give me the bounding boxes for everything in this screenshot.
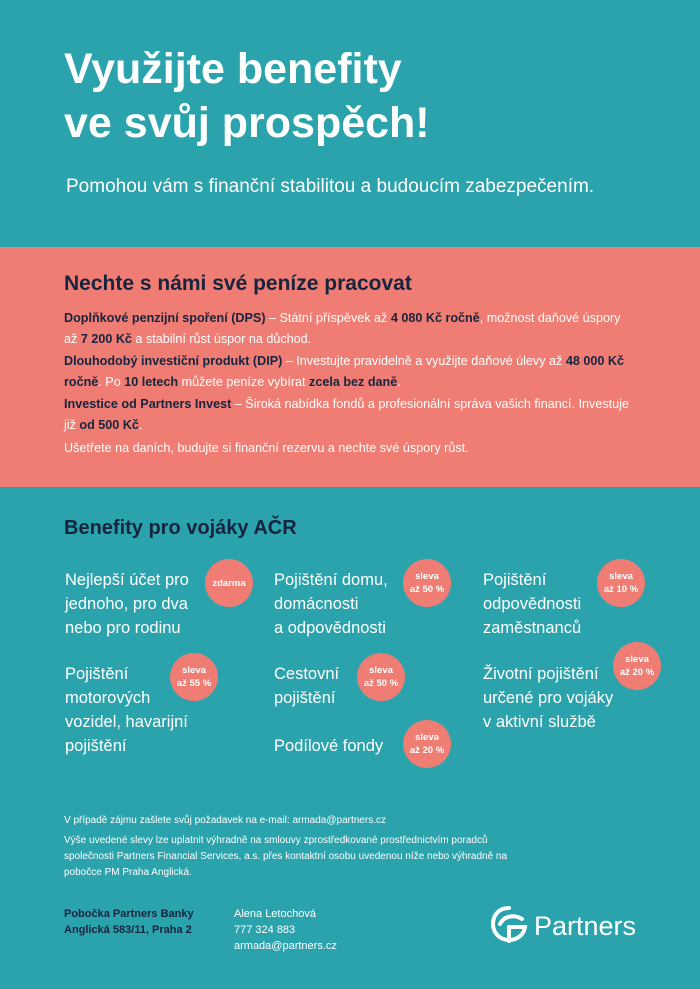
benefit-text-line: nebo pro rodinu — [65, 619, 181, 637]
contact-name: Alena Letochová — [234, 908, 316, 920]
branch-address: Anglická 583/11, Praha 2 — [64, 924, 192, 936]
benefit-text-line: motorových — [65, 689, 151, 707]
badge-value: až 55 % — [176, 678, 212, 689]
pi-bold-1: od 500 Kč — [79, 418, 139, 432]
branch-info — [64, 906, 194, 938]
invest-closing: Ušetřete na daních, budujte si finanční rezervu a nechte své úspory růst. — [64, 441, 469, 455]
benefit-text-line: jednoho, pro dva — [65, 595, 188, 613]
contact-email[interactable]: armada@partners.cz — [234, 940, 337, 952]
pi-paragraph — [64, 394, 634, 436]
dip-bold-2: 10 letech — [124, 375, 179, 389]
benefit-text-line: Nejlepší účet pro — [65, 571, 189, 589]
dps-paragraph — [64, 308, 634, 350]
benefit-text-line: Podílové fondy — [274, 737, 384, 755]
badge-label: sleva — [625, 654, 649, 665]
benefit-account — [65, 568, 189, 640]
badge-value: až 20 % — [409, 745, 445, 756]
dip-text-2: . Po — [98, 375, 125, 389]
dip-bold-3: zcela bez daně — [309, 375, 398, 389]
pi-text-2: . — [138, 418, 143, 432]
badge-label: sleva — [369, 665, 393, 676]
benefit-text-line: v aktivní službě — [483, 713, 596, 731]
pi-text-1: – Široká nabídka fondů a profesionální správa vašich financí. Investuje již — [64, 397, 629, 432]
badge-discount-liability — [597, 559, 645, 607]
benefit-text-line: Cestovní — [274, 665, 340, 683]
invest-heading: Nechte s námi své peníze pracovat — [64, 272, 412, 295]
dps-text-1: – Státní příspěvek až — [265, 311, 391, 325]
benefit-text-line: vozidel, havarijní — [65, 713, 188, 731]
page-subtitle: Pomohou vám s finanční stabilitou a budoucím zabezpečením. — [66, 176, 595, 197]
benefit-employee-liability — [483, 568, 581, 640]
dps-text-2: , možnost daňové úspory až — [64, 311, 621, 346]
logo-text: Partners — [534, 911, 637, 941]
dip-label: Dlouhodobý investiční produkt (DIP) — [64, 354, 283, 368]
benefit-text-line: Životní pojištění — [483, 665, 599, 683]
benefit-text-line: odpovědnosti — [483, 595, 582, 613]
badge-value: až 10 % — [603, 584, 639, 595]
badge-free — [205, 559, 253, 607]
contact-person — [234, 906, 337, 954]
disclaimer-note: Výše uvedené slevy lze uplatnit výhradně na smlouvy zprostředkované prostřednictvím poradců společnosti Partners Financial Services, a.s. přes kontaktní osobu uvedenou níže nebo výhradně na pobočce PM Praha Anglická. — [64, 835, 508, 878]
badge-discount-home — [403, 559, 451, 607]
benefit-home-insurance — [274, 568, 388, 640]
branch-name: Pobočka Partners Banky — [64, 908, 194, 920]
badge-value: až 50 % — [409, 584, 445, 595]
dip-paragraph — [64, 351, 634, 393]
dps-bold-1: 4 080 Kč ročně — [390, 311, 480, 325]
benefit-life-insurance — [483, 662, 613, 734]
badge-discount-funds — [403, 720, 451, 768]
dps-bold-2: 7 200 Kč — [80, 332, 132, 346]
benefit-text-line: Pojištění domu, — [274, 571, 388, 589]
dip-text-3: můžete peníze vybírat — [178, 375, 310, 389]
invest-section — [0, 247, 700, 487]
benefit-text-line: domácnosti — [274, 595, 359, 613]
dps-text-3: a stabilní růst úspor na důchod. — [131, 332, 312, 346]
hero-section — [0, 0, 700, 247]
badge-value: až 50 % — [363, 678, 399, 689]
title-line-1: Využijte benefity — [64, 45, 402, 93]
title-line-2: ve svůj prospěch! — [64, 99, 430, 147]
benefit-text-line: zaměstnanců — [483, 619, 582, 637]
page-title — [64, 42, 430, 150]
partners-logo — [490, 905, 636, 948]
dip-text-4: . — [397, 375, 401, 389]
badge-label: sleva — [415, 571, 439, 582]
benefit-mutual-funds — [274, 734, 383, 758]
dps-label: Doplňkové penzijní spoření (DPS) — [64, 311, 266, 325]
benefit-text-line: a odpovědnosti — [274, 619, 386, 637]
contact-note: V případě zájmu zašlete svůj požadavek na e-mail: armada@partners.cz — [64, 815, 386, 826]
badge-discount-vehicle — [170, 653, 218, 701]
contact-phone: 777 324 883 — [234, 924, 296, 936]
badge-discount-travel — [357, 653, 405, 701]
benefit-text-line: Pojištění — [65, 665, 129, 683]
partners-leaf-logo-icon — [490, 905, 528, 948]
badge-label: sleva — [415, 732, 439, 743]
benefit-text-line: Pojištění — [483, 571, 547, 589]
badge-discount-life — [613, 642, 661, 690]
benefit-travel-insurance — [274, 662, 339, 710]
pi-label: Investice od Partners Invest — [64, 397, 232, 411]
dip-bold-1: 48 000 Kč ročně — [64, 354, 624, 389]
benefit-text-line: určené pro vojáky — [483, 689, 614, 707]
benefit-text-line: pojištění — [65, 737, 127, 755]
badge-text: zdarma — [212, 577, 246, 589]
dip-text-1: – Investujte pravidelně a využijte daňové úlevy až — [282, 354, 566, 368]
badge-label: sleva — [609, 571, 633, 582]
benefits-heading: Benefity pro vojáky AČR — [64, 517, 297, 539]
badge-value: až 20 % — [619, 667, 655, 678]
benefit-text-line: pojištění — [274, 689, 336, 707]
badge-label: sleva — [182, 665, 206, 676]
